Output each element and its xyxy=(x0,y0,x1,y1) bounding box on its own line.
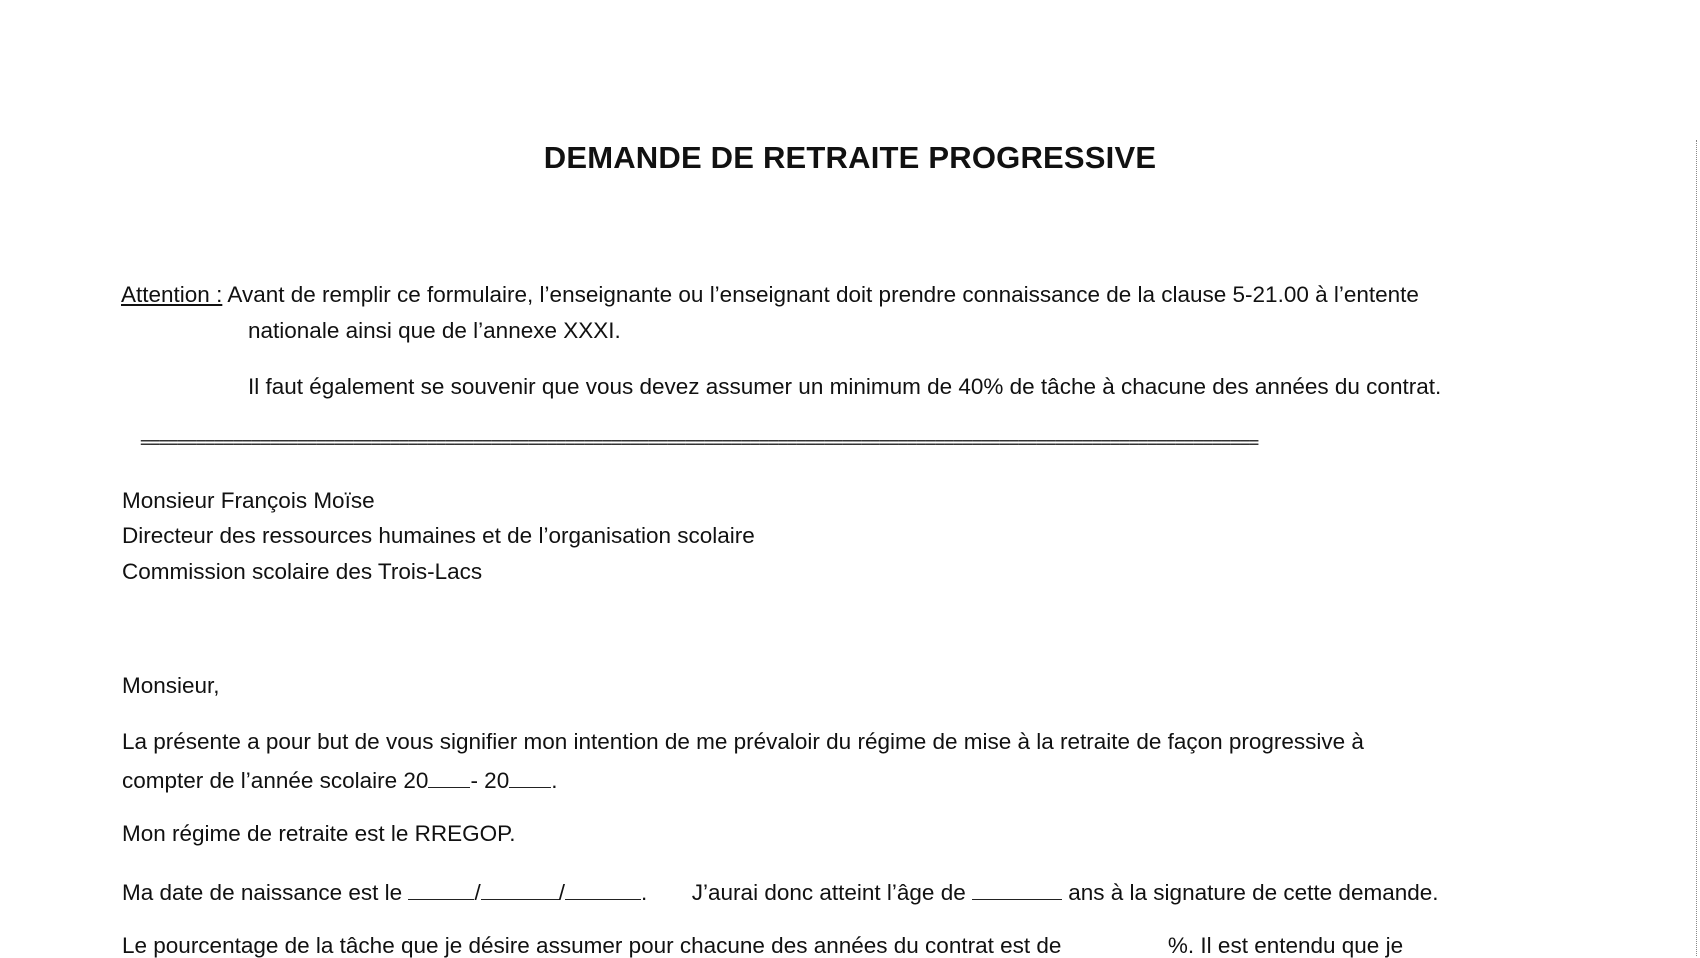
attention-line-1 xyxy=(121,284,1419,307)
body-paragraph-1-line-1: La présente a pour but de vous signifier mon intention de me prévaloir du régime de mise à la retraite de façon progressive à xyxy=(122,729,1364,754)
school-year-end-field[interactable] xyxy=(509,767,551,788)
salutation: Monsieur, xyxy=(122,673,220,698)
document-title: DEMANDE DE RETRAITE PROGRESSIVE xyxy=(543,140,1157,175)
recipient-name: Monsieur François Moïse xyxy=(122,488,375,513)
birth-month-field[interactable] xyxy=(481,879,559,900)
attention-text-1: Avant de remplir ce formulaire, l’enseignante ou l’enseignant doit prendre connaissance de la clause 5-21.00 à l’entente xyxy=(227,282,1419,307)
attention-label: Attention : xyxy=(121,282,223,307)
birth-day-field[interactable] xyxy=(408,879,474,900)
school-year-start-field[interactable] xyxy=(428,767,470,788)
recipient-organization: Commission scolaire des Trois-Lacs xyxy=(122,559,483,584)
body-paragraph-2: Mon régime de retraite est le RREGOP. xyxy=(122,821,516,846)
attention-line-2: nationale ainsi que de l’annexe XXXI. xyxy=(248,318,621,343)
body-paragraph-1-line-2: compter de l’année scolaire 20 - 20 . xyxy=(122,768,558,793)
body-paragraph-4: Le pourcentage de la tâche que je désire assumer pour chacune des années du contrat est de %. Il est entendu que je xyxy=(122,933,1404,958)
body-paragraph-3: Ma date de naissance est le / / . J’aurai donc atteint l’âge de ans à la signature de cette demande. xyxy=(122,880,1439,905)
attention-line-3: Il faut également se souvenir que vous devez assumer un minimum de 40% de tâche à chacune des années du contrat. xyxy=(248,374,1442,399)
separator-line: ========================================================================================================================= xyxy=(140,432,1258,453)
age-field[interactable] xyxy=(972,879,1062,900)
birth-year-field[interactable] xyxy=(565,879,641,900)
page-margin-line xyxy=(1696,140,1697,956)
recipient-role: Directeur des ressources humaines et de l’organisation scolaire xyxy=(122,523,755,548)
